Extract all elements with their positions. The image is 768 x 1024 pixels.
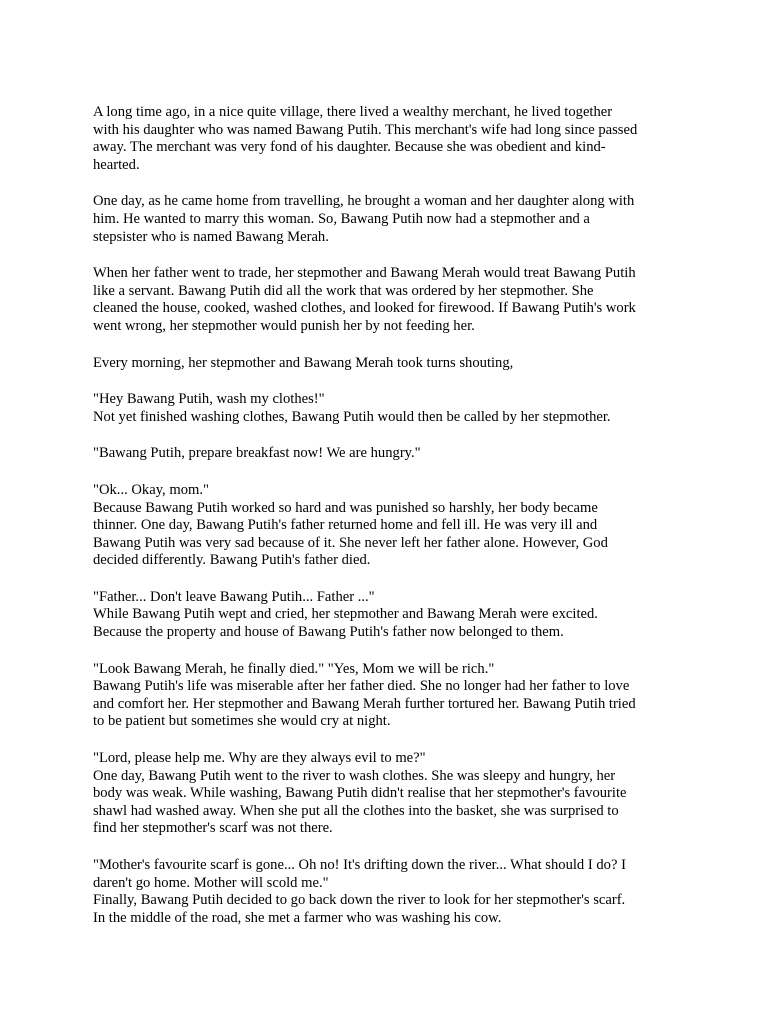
paragraph-11	[93, 857, 678, 927]
text-line: "Lord, please help me. Why are they always evil to me?"	[93, 750, 426, 767]
text-line: stepsister who is named Bawang Merah.	[93, 228, 329, 245]
text-line: Because the property and house of Bawang Putih's father now belonged to them.	[93, 624, 564, 641]
text-line: with his daughter who was named Bawang Putih. This merchant's wife had long since passed	[93, 121, 638, 138]
text-line: Bawang Putih was very sad because of it. She never left her father alone. However, God	[93, 534, 608, 551]
text-line: and comfort her. Her stepmother and Bawang Merah further tortured her. Bawang Putih tried	[93, 695, 636, 712]
paragraph-1	[93, 104, 678, 174]
text-line: Bawang Putih's life was miserable after her father died. She no longer had her father to love	[93, 678, 630, 695]
text-line: While Bawang Putih wept and cried, her stepmother and Bawang Merah were excited.	[93, 606, 598, 623]
text-line: When her father went to trade, her stepmother and Bawang Merah would treat Bawang Putih	[93, 265, 636, 282]
text-line: In the middle of the road, she met a farmer who was washing his cow.	[93, 909, 502, 926]
paragraph-9	[93, 661, 678, 731]
text-line: A long time ago, in a nice quite village, there lived a wealthy merchant, he lived together	[93, 104, 613, 120]
text-line: Finally, Bawang Putih decided to go back down the river to look for her stepmother's scarf.	[93, 892, 626, 909]
text-line: daren't go home. Mother will scold me."	[93, 874, 329, 891]
paragraph-4	[93, 355, 678, 373]
text-line: shawl had washed away. When she put all the clothes into the basket, she was surprised to	[93, 802, 619, 819]
text-line: One day, Bawang Putih went to the river to wash clothes. She was sleepy and hungry, her	[93, 767, 616, 784]
paragraph-3	[93, 265, 678, 335]
text-line: him. He wanted to marry this woman. So, Bawang Putih now had a stepmother and a	[93, 210, 590, 227]
paragraph-10	[93, 750, 678, 838]
text-line: went wrong, her stepmother would punish her by not feeding her.	[93, 317, 475, 334]
text-line: "Mother's favourite scarf is gone... Oh no! It's drifting down the river... What should I do? I	[93, 857, 626, 873]
text-line: Because Bawang Putih worked so hard and was punished so harshly, her body became	[93, 499, 598, 516]
paragraph-2	[93, 193, 678, 246]
text-line: "Ok... Okay, mom."	[93, 481, 209, 498]
document-page	[93, 104, 678, 946]
text-line: Not yet finished washing clothes, Bawang Putih would then be called by her stepmother.	[93, 408, 611, 425]
paragraph-7	[93, 482, 678, 570]
text-line: body was weak. While washing, Bawang Putih didn't realise that her stepmother's favourite	[93, 785, 627, 802]
text-line: away. The merchant was very fond of his daughter. Because she was obedient and kind-	[93, 139, 606, 156]
paragraph-6	[93, 445, 678, 463]
paragraph-8	[93, 589, 678, 642]
text-line: cleaned the house, cooked, washed clothes, and looked for firewood. If Bawang Putih's work	[93, 300, 636, 317]
text-line: One day, as he came home from travelling, he brought a woman and her daughter along with	[93, 193, 635, 210]
text-line: "Bawang Putih, prepare breakfast now! We are hungry."	[93, 445, 421, 462]
text-line: to be patient but sometimes she would cry at night.	[93, 713, 391, 730]
text-line: thinner. One day, Bawang Putih's father returned home and fell ill. He was very ill and	[93, 517, 598, 534]
text-line: hearted.	[93, 156, 140, 173]
paragraph-5	[93, 391, 678, 426]
text-line: decided differently. Bawang Putih's father died.	[93, 552, 371, 569]
text-line: Every morning, her stepmother and Bawang Merah took turns shouting,	[93, 354, 514, 371]
text-line: find her stepmother's scarf was not there.	[93, 820, 333, 837]
text-line: "Look Bawang Merah, he finally died." "Yes, Mom we will be rich."	[93, 660, 495, 677]
text-line: like a servant. Bawang Putih did all the work that was ordered by her stepmother. She	[93, 282, 594, 299]
text-line: "Hey Bawang Putih, wash my clothes!"	[93, 391, 325, 408]
text-line: "Father... Don't leave Bawang Putih... Father ..."	[93, 588, 375, 605]
